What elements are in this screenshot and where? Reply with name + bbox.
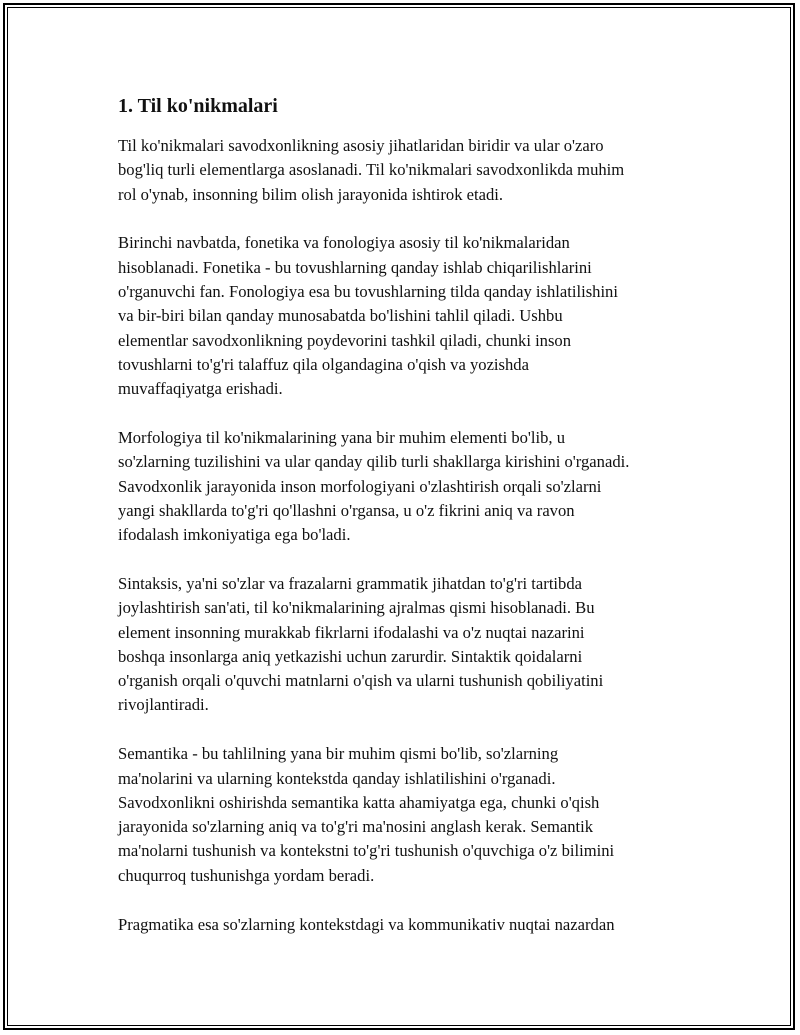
paragraph-syntax: Sintaksis, ya'ni so'zlar va frazalarni grammatik jihatdan to'g'ri tartibda joylashtirish san'ati, til ko'nikmalarining ajralmas qismi hisoblanadi. Bu element insonning murakkab fikrlarni ifodalashi va o'z nuqtai nazarini boshqa insonlarga aniq yetkazishi uchun zarurdir. Sintaktik qoidalarni o'rganish orqali o'quvchi matnlarni o'qish va ularni tushunish qobiliyatini rivojlantiradi. xyxy=(118,573,604,715)
document-page xyxy=(118,92,696,961)
paragraph-morphology: Morfologiya til ko'nikmalarining yana bir muhim elementi bo'lib, u so'zlarning tuzilishini va ular qanday qilib turli shakllarga kirishini o'rganadi. Savodxonlik jarayonida inson morfologiyani o'zlashtirish orqali so'zlarni yangi shakllarda to'g'ri qo'llashni o'rgansa, u o'z fikrini aniq va ravon ifodalash imkoniyatiga ega bo'ladi. xyxy=(118,427,630,545)
paragraph-intro: Til ko'nikmalari savodxonlikning asosiy jihatlaridan biridir va ular o'zaro bog'liq turli elementlarga asoslanadi. Til ko'nikmalari savodxonlikda muhim rol o'ynab, insonning bilim olish jarayonida ishtirok etadi. xyxy=(118,136,625,204)
paragraph-semantics: Semantika - bu tahlilning yana bir muhim qismi bo'lib, so'zlarning ma'nolarini va ularning kontekstda qanday ishlatilishini o'rganadi. Savodxonlikni oshirishda semantika katta ahamiyatga ega, chunki o'qish jarayonida so'zlarning aniq va to'g'ri ma'nosini anglash kerak. Semantik ma'nolarni tushunish va kontekstni to'g'ri tushunish o'quvchiga o'z bilimini chuqurroq tushunishga yordam beradi. xyxy=(118,744,615,885)
section-heading: 1. Til ko'nikmalari xyxy=(118,95,278,117)
paragraph-pragmatics: Pragmatika esa so'zlarning kontekstdagi va kommunikativ nuqtai nazardan xyxy=(118,914,615,934)
paragraph-phonetics: Birinchi navbatda, fonetika va fonologiya asosiy til ko'nikmalaridan hisoblanadi. Fonetika - bu tovushlarning qanday ishlab chiqarilishlarini o'rganuvchi fan. Fonologiya esa bu tovushlarning tilda qanday ishlatilishini va bir-biri bilan qanday munosabatda bo'lishini tahlil qiladi. Ushbu elementlar savodxonlikning poydevorini tashkil qiladi, chunki inson tovushlarni to'g'ri talaffuz qila olgandagina o'qish va yozishda muvaffaqiyatga erishadi. xyxy=(118,233,618,399)
